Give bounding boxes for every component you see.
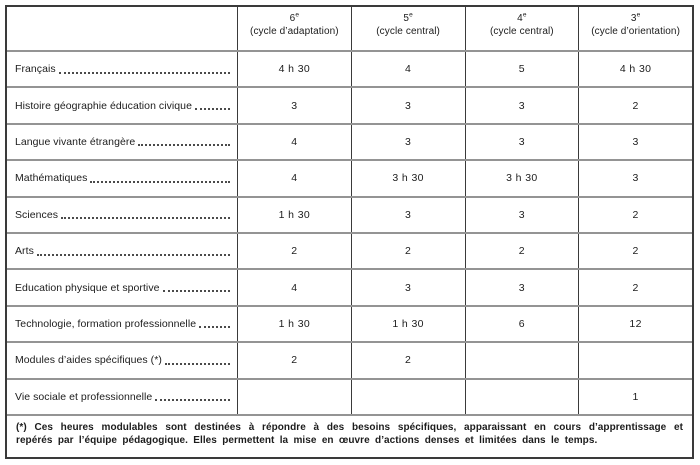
- subject-cell: [7, 343, 237, 377]
- subject-label: Sciences: [15, 208, 59, 221]
- dotted-leader: [61, 217, 230, 219]
- subject-label: Arts: [15, 245, 34, 258]
- value-cell: 4: [351, 52, 465, 86]
- subject-cell: [7, 198, 237, 232]
- value-cell: 3: [465, 270, 579, 304]
- subject-cell: [7, 270, 237, 304]
- table-row-langue-vivante: [7, 123, 692, 159]
- subject-label: Langue vivante étrangère: [15, 135, 136, 148]
- value-cell: 2: [237, 234, 351, 268]
- subject-cell: [7, 161, 237, 195]
- value-cell: 2: [465, 234, 579, 268]
- table-row-arts: [7, 232, 692, 268]
- subject-cell: [7, 234, 237, 268]
- subject-label: Histoire géographie éducation civique: [15, 99, 192, 112]
- dotted-leader: [90, 181, 230, 183]
- grade-label: 3: [630, 13, 637, 24]
- value-cell: 4 h 30: [578, 52, 692, 86]
- dotted-leader: [138, 144, 230, 146]
- subject-cell: [7, 380, 237, 414]
- value-cell: 3: [578, 125, 692, 159]
- value-cell: [237, 380, 351, 414]
- value-cell: 3: [351, 88, 465, 122]
- value-cell: 3: [578, 161, 692, 195]
- subject-cell: [7, 52, 237, 86]
- value-cell: [465, 343, 579, 377]
- table-row-sciences: [7, 196, 692, 232]
- value-cell: 4: [237, 270, 351, 304]
- grade-ordinal: e: [636, 11, 641, 19]
- grade-label: 5: [403, 13, 410, 24]
- table-row-modules-aides: [7, 341, 692, 377]
- subject-label: Technologie, formation professionnelle: [15, 317, 197, 330]
- value-cell: 5: [465, 52, 579, 86]
- header-cell-empty: [7, 7, 237, 50]
- table-row-histoire: [7, 86, 692, 122]
- value-cell: [465, 380, 579, 414]
- table-header-row: [7, 7, 692, 50]
- value-cell: [351, 380, 465, 414]
- value-cell: 3 h 30: [351, 161, 465, 195]
- value-cell: 1 h 30: [351, 307, 465, 341]
- value-cell: [578, 343, 692, 377]
- value-cell: 3: [351, 125, 465, 159]
- subject-label: Vie sociale et professionnelle: [15, 390, 153, 403]
- dotted-leader: [165, 363, 230, 365]
- grade-label: 6: [289, 13, 296, 24]
- cycle-label: (cycle d’orientation): [591, 25, 681, 37]
- subject-cell: [7, 125, 237, 159]
- value-cell: 3: [465, 198, 579, 232]
- value-cell: 2: [578, 88, 692, 122]
- value-cell: 3 h 30: [465, 161, 579, 195]
- value-cell: 6: [465, 307, 579, 341]
- header-cell-6e: [237, 7, 351, 50]
- dotted-leader: [199, 326, 230, 328]
- cycle-label: (cycle central): [376, 25, 440, 37]
- cycle-label: (cycle central): [490, 25, 554, 37]
- table-row-eps: [7, 268, 692, 304]
- value-cell: 2: [578, 270, 692, 304]
- grade-ordinal: e: [522, 11, 527, 19]
- dotted-leader: [59, 72, 230, 74]
- curriculum-hours-table: [5, 5, 694, 459]
- value-cell: 2: [351, 234, 465, 268]
- grade-ordinal: e: [295, 11, 300, 19]
- grade-label: 4: [517, 13, 523, 24]
- value-cell: 4: [237, 161, 351, 195]
- value-cell: 2: [237, 343, 351, 377]
- subject-label: Modules d’aides spécifiques (*): [15, 354, 162, 367]
- value-cell: 3: [351, 198, 465, 232]
- table-row-technologie: [7, 305, 692, 341]
- value-cell: 3: [465, 125, 579, 159]
- value-cell: 1 h 30: [237, 198, 351, 232]
- table-row-vie-sociale: [7, 378, 692, 414]
- footnote: (*) Ces heures modulables sont destinées à répondre à des besoins spécifiques, apparaissant en cours d’apprentissage et repérés par l’équipe pédagogique. Elles permettent la mise en œuvre d’actions denses et limitées dans le temps.: [7, 414, 692, 457]
- subject-label: Français: [15, 63, 56, 76]
- value-cell: 1: [578, 380, 692, 414]
- value-cell: 4: [237, 125, 351, 159]
- value-cell: 4 h 30: [237, 52, 351, 86]
- dotted-leader: [163, 290, 230, 292]
- value-cell: 1 h 30: [237, 307, 351, 341]
- dotted-leader: [37, 254, 230, 256]
- header-cell-3e: [578, 7, 692, 50]
- value-cell: 3: [465, 88, 579, 122]
- subject-label: Mathématiques: [15, 172, 88, 185]
- grade-ordinal: e: [409, 11, 413, 19]
- cycle-label: (cycle d’adaptation): [250, 25, 339, 37]
- subject-label: Education physique et sportive: [15, 281, 160, 294]
- value-cell: 2: [578, 198, 692, 232]
- value-cell: 3: [351, 270, 465, 304]
- table-row-mathematiques: [7, 159, 692, 195]
- subject-cell: [7, 88, 237, 122]
- dotted-leader: [155, 399, 230, 401]
- subject-cell: [7, 307, 237, 341]
- table-row-francais: [7, 50, 692, 86]
- value-cell: 2: [578, 234, 692, 268]
- dotted-leader: [195, 108, 230, 110]
- value-cell: 12: [578, 307, 692, 341]
- header-cell-4e: [465, 7, 579, 50]
- header-cell-5e: [351, 7, 465, 50]
- value-cell: 3: [237, 88, 351, 122]
- value-cell: 2: [351, 343, 465, 377]
